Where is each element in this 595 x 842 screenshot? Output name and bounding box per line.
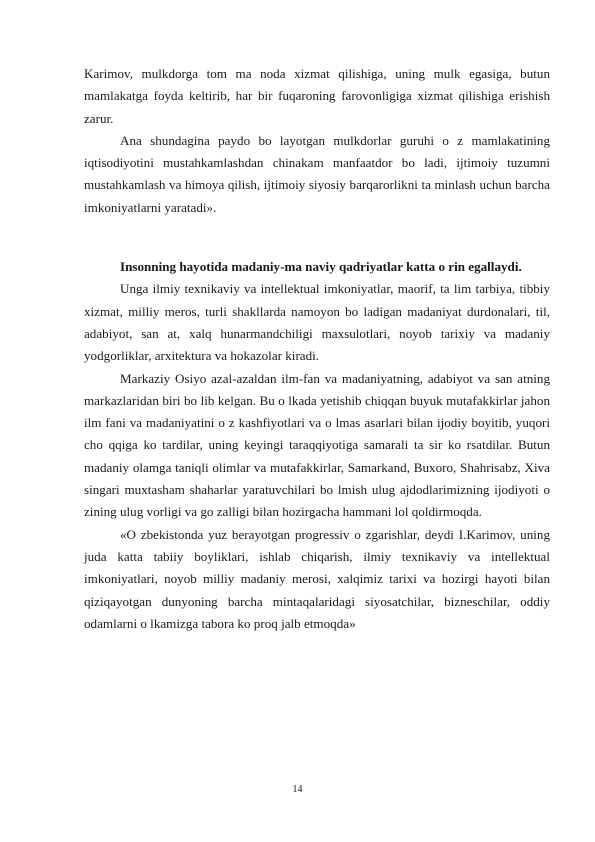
- paragraph-cultural-values: Unga ilmiy texnikaviy va intellektual imkoniyatlar, maorif, ta lim tarbiya, tibbiy xizmat, milliy meros, turli shakllarda namoyon bo ladigan madaniyat durdonalari, til, adabiyot, san at, xalq hunarmandchiligi maxsulotlari, noyob tarixiy va madaniy yodgorliklar, arxitektura va hokazolar kiradi.: [84, 281, 550, 364]
- section-spacer: [84, 219, 550, 256]
- document-body: [84, 63, 550, 635]
- section-heading: Insonning hayotida madaniy-ma naviy qadriyatlar katta o rin egallaydi.: [120, 259, 522, 275]
- paragraph-quote: «O zbekistonda yuz berayotgan progressiv o zgarishlar, deydi I.Karimov, uning juda katta tabiiy boyliklari, ishlab chiqarish, ilmiy texnikaviy va intellektual imkoniyatlari, noyob milliy madaniy merosi, xalqimiz tarixi va hozirgi hayoti bilan qiziqayotgan dunyoning barcha mintaqalaridagi siyosatchilar, bizneschilar, oddiy odamlarni o lkamizga tabora ko proq jalb etmoqda»: [84, 526, 550, 631]
- page-number: 14: [292, 784, 303, 795]
- paragraph-central-asia: Markaziy Osiyo azal-azaldan ilm-fan va madaniyatning, adabiyot va san atning markazlaridan biri bo lib kelgan. Bu o lkada yetishib chiqqan buyuk mutafakkirlar jahon ilm fani va madaniyatini o z kashfiyotlari va o lmas asarlari bilan ijodiy boyitib, yuqori cho qqiga ko tardilar, uning keyingi taraqqiyotiga samarali ta sir ko rsatdilar. Butun madaniy olamga taniqli olimlar va mutafakkirlar, Samarkand, Buxoro, Shahrisabz, Xiva singari muxtasham shaharlar yaratuvchilari bo lmish ulug ajdodlarimizning ijodiyoti o zining ulug vorligi va go zalligi bilan hozirgacha hammani lol qoldirmoqda.: [84, 370, 550, 520]
- paragraph-continuation: Karimov, mulkdorga tom ma noda xizmat qilishiga, uning mulk egasiga, butun mamlakatga foyda keltirib, har bir fuqaroning farovonligiga xizmat qilishiga erishish zarur.: [84, 66, 550, 126]
- paragraph-ownership: Ana shundagina paydo bo layotgan mulkdorlar guruhi o z mamlakatining iqtisodiyotini mustahkamlashdan chinakam manfaatdor bo ladi, ijtimoiy tuzumni mustahkamlash va himoya qilish, ijtimoiy siyosiy barqarorlikni ta minlash uchun barcha imkoniyatlarni yaratadi».: [84, 132, 550, 215]
